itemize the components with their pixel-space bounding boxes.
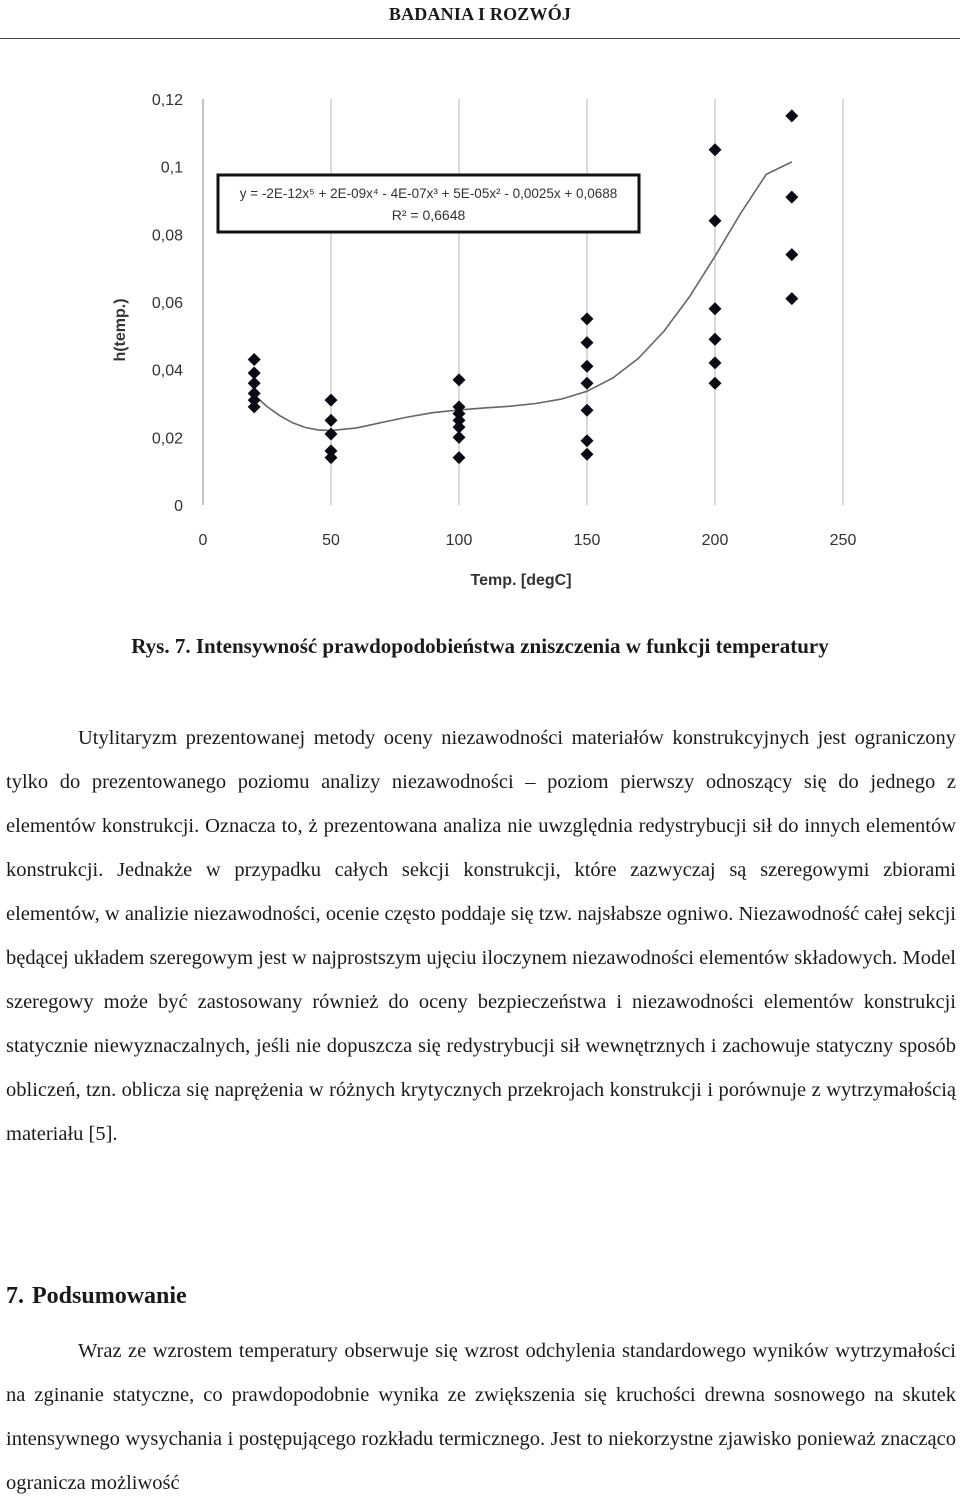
data-point [785, 248, 798, 261]
axes [152, 92, 857, 549]
section-title: Podsumowanie [32, 1283, 187, 1309]
r-squared: R² = 0,6648 [391, 207, 466, 223]
y-tick-label: 0,02 [151, 430, 183, 448]
data-point [709, 143, 722, 156]
paragraph-text: Wraz ze wzrostem temperatury obserwuje się wzrost odchylenia standardowego wyników wytrzymałości na zginanie statyczne, co prawdopodobnie wynika ze zwiększenia się kruchości drewna sosnowego na skutek intensywnego wysychania i postępującego rozkładu termicznego. Jest to niekorzystne zjawisko ponieważ znacząco ogranicza możliwość [6, 1340, 956, 1494]
x-tick-label: 250 [829, 532, 857, 549]
section-heading [6, 1283, 187, 1310]
data-points [248, 109, 799, 464]
data-point [709, 214, 722, 227]
header-rule [0, 38, 960, 39]
paragraph-text: Utylitaryzm prezentowanej metody oceny niezawodności materiałów konstrukcyjnych jest ograniczony tylko do prezentowanego poziomu analizy niezawodności – poziom pierwszy odnoszący się do jednego z elementów konstrukcji. Oznacza to, ż prezentowana analiza nie uwzględnia redystrybucji sił do innych elementów konstrukcji. Jednakże w przypadku całych sekcji konstrukcji, które zazwyczaj są szeregowymi zbiorami elementów, w analizie niezawodności, ocenie często poddaje się tzw. najsłabsze ogniwo. Niezawodność całej sekcji będącej układem szeregowym jest w najprostszym ujęciu iloczynem niezawodności elementów składowych. Model szeregowy może być zastosowany również do oceny bezpieczeństwa i niezawodności elementów konstrukcji statycznie niewyznaczalnych, jeśli nie dopuszcza się redystrybucji sił wewnętrznych i zachowuje statyczny sposób obliczeń, tzn. oblicza się naprężenia w różnych krytycznych przekrojach konstrukcji i porównuje z wytrzymałością materiału [5]. [6, 727, 956, 1145]
x-axis-label: Temp. [degC] [470, 572, 572, 589]
data-point [785, 292, 798, 305]
data-point [453, 431, 466, 444]
x-tick-label: 0 [198, 532, 208, 549]
data-point [785, 191, 798, 204]
data-point [709, 356, 722, 369]
scatter-chart [95, 75, 875, 600]
data-point [709, 377, 722, 390]
body-paragraph [6, 1329, 956, 1505]
caption-text: Intensywność prawdopodobieństwa zniszczenia w funkcji temperatury [195, 634, 829, 658]
equation-box [218, 175, 639, 232]
x-tick-label: 100 [445, 532, 473, 549]
data-point [248, 400, 261, 413]
y-tick-label: 0,04 [151, 362, 183, 380]
y-tick-label: 0,08 [151, 227, 183, 245]
data-point [453, 373, 466, 386]
data-point [325, 414, 338, 427]
y-tick-label: 0,1 [160, 159, 183, 177]
data-point [248, 353, 261, 366]
equation-box-frame [218, 175, 639, 232]
data-point [581, 336, 594, 349]
data-point [785, 109, 798, 122]
data-point [581, 448, 594, 461]
data-point [581, 434, 594, 447]
running-header: BADANIA I ROZWÓJ [388, 4, 572, 24]
data-point [453, 451, 466, 464]
data-point [325, 394, 338, 407]
data-point [709, 333, 722, 346]
data-point [581, 404, 594, 417]
body-paragraph [6, 716, 956, 1156]
data-point [709, 302, 722, 315]
x-tick-label: 200 [701, 532, 729, 549]
data-point [581, 377, 594, 390]
y-axis-label: h(temp.) [112, 298, 129, 362]
data-point [581, 312, 594, 325]
y-tick-label: 0 [174, 498, 183, 515]
y-tick-label: 0,12 [151, 92, 183, 109]
section-number: 7. [6, 1283, 24, 1309]
data-point [325, 451, 338, 464]
y-tick-label: 0,06 [151, 295, 183, 312]
x-tick-label: 50 [322, 532, 340, 549]
trendline-equation: y = -2E-12x⁵ + 2E-09x⁴ - 4E-07x³ + 5E-05x² - 0,0025x + 0,0688 [239, 186, 618, 201]
caption-label: Rys. 7. [131, 634, 191, 658]
figure-caption [0, 634, 960, 659]
x-tick-label: 150 [573, 532, 601, 549]
data-point [581, 360, 594, 373]
